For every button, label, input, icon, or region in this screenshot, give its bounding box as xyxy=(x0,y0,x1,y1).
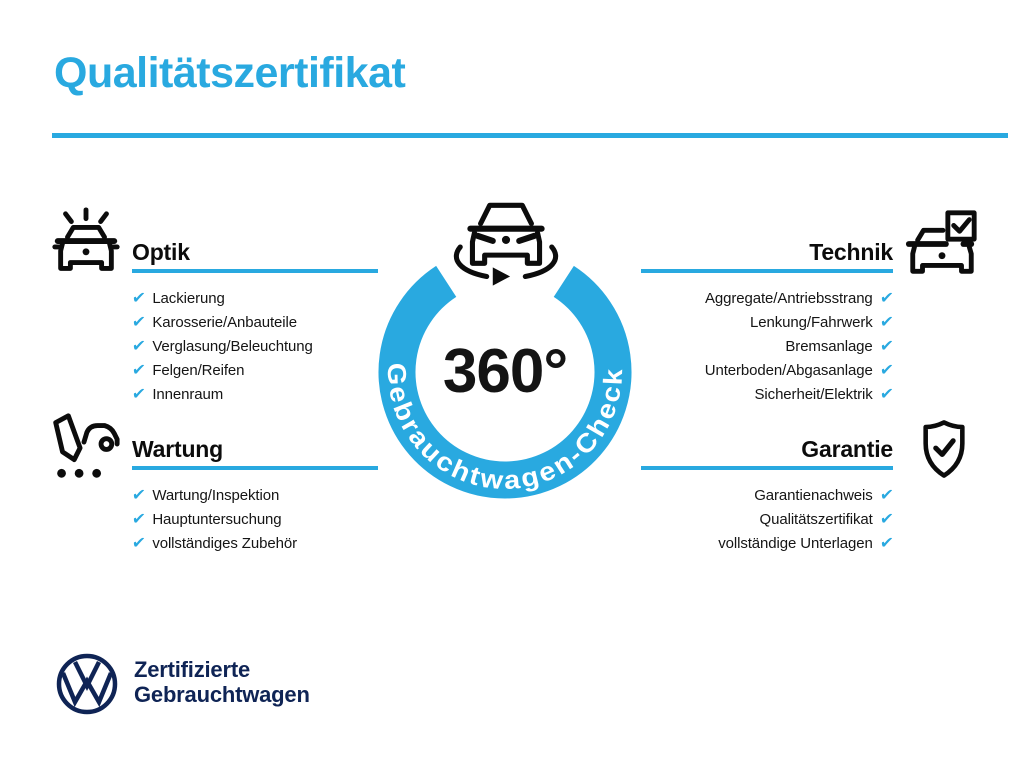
item-label: Garantienachweis xyxy=(754,486,873,504)
check-icon: ✔ xyxy=(878,312,895,331)
car-pencil-icon xyxy=(43,407,123,485)
brand-text xyxy=(134,657,310,707)
list-item xyxy=(132,286,378,310)
section-technik xyxy=(641,238,893,406)
section-wartung xyxy=(132,435,378,555)
section-optik xyxy=(132,238,378,406)
item-label: Hauptuntersuchung xyxy=(152,510,282,528)
item-label: Wartung/Inspektion xyxy=(152,486,280,504)
check-icon: ✔ xyxy=(878,509,895,528)
section-technik-rule xyxy=(641,269,893,273)
check-icon: ✔ xyxy=(878,384,895,403)
degree-label: 360° xyxy=(442,337,568,406)
section-garantie xyxy=(641,435,893,555)
section-optik-heading: Optik xyxy=(132,239,190,265)
section-garantie-heading: Garantie xyxy=(801,436,893,462)
list-item xyxy=(641,286,893,310)
list-item xyxy=(132,382,378,406)
section-optik-rule xyxy=(132,269,378,273)
shiny-car-icon xyxy=(47,205,125,283)
check-icon: ✔ xyxy=(878,336,895,355)
list-item xyxy=(132,334,378,358)
section-optik-list xyxy=(132,286,378,406)
vw-logo xyxy=(55,652,119,716)
check-icon: ✔ xyxy=(131,509,147,528)
list-item xyxy=(641,531,893,555)
item-label: Unterboden/Abgasanlage xyxy=(704,361,873,379)
check-icon: ✔ xyxy=(131,360,147,379)
check-icon: ✔ xyxy=(131,288,147,307)
car-checkbox-icon xyxy=(903,205,981,283)
section-garantie-rule xyxy=(641,466,893,470)
item-label: vollständiges Zubehör xyxy=(152,534,297,552)
brand-line-1: Zertifizierte xyxy=(134,657,250,682)
check-icon: ✔ xyxy=(131,533,147,552)
list-item xyxy=(132,310,378,334)
check-icon: ✔ xyxy=(878,360,895,379)
item-label: Bremsanlage xyxy=(785,337,873,355)
item-label: Karosserie/Anbauteile xyxy=(152,313,297,331)
title-divider xyxy=(52,133,1008,138)
brand-line-2: Gebrauchtwagen xyxy=(134,682,310,707)
list-item xyxy=(132,507,378,531)
section-garantie-list xyxy=(641,483,893,555)
check-icon: ✔ xyxy=(878,485,895,504)
item-label: Verglasung/Beleuchtung xyxy=(152,337,313,355)
section-wartung-rule xyxy=(132,466,378,470)
item-label: Qualitätszertifikat xyxy=(759,510,873,528)
ring-label: Gebrauchtwagen-Check xyxy=(381,362,629,496)
list-item xyxy=(641,358,893,382)
page-title: Qualitätszertifikat xyxy=(54,49,406,97)
list-item xyxy=(132,531,378,555)
list-item xyxy=(641,483,893,507)
section-technik-list xyxy=(641,286,893,406)
list-item xyxy=(641,507,893,531)
item-label: Sicherheit/Elektrik xyxy=(754,385,873,403)
check-icon: ✔ xyxy=(131,384,147,403)
list-item xyxy=(132,358,378,382)
item-label: Aggregate/Antriebsstrang xyxy=(704,289,873,307)
section-wartung-list xyxy=(132,483,378,555)
item-label: Lenkung/Fahrwerk xyxy=(750,313,873,331)
item-label: Felgen/Reifen xyxy=(152,361,245,379)
check-icon: ✔ xyxy=(131,312,147,331)
list-item xyxy=(132,483,378,507)
list-item xyxy=(641,334,893,358)
check-icon: ✔ xyxy=(878,533,895,552)
check-icon: ✔ xyxy=(131,336,147,355)
check-icon: ✔ xyxy=(131,485,147,504)
check-icon: ✔ xyxy=(878,288,895,307)
section-wartung-heading: Wartung xyxy=(132,436,224,462)
rotating-car-icon xyxy=(446,196,566,298)
item-label: Lackierung xyxy=(152,289,225,307)
list-item xyxy=(641,310,893,334)
item-label: vollständige Unterlagen xyxy=(718,534,873,552)
list-item xyxy=(641,382,893,406)
shield-check-icon xyxy=(911,414,977,484)
item-label: Innenraum xyxy=(152,385,224,403)
section-technik-heading: Technik xyxy=(809,239,893,265)
